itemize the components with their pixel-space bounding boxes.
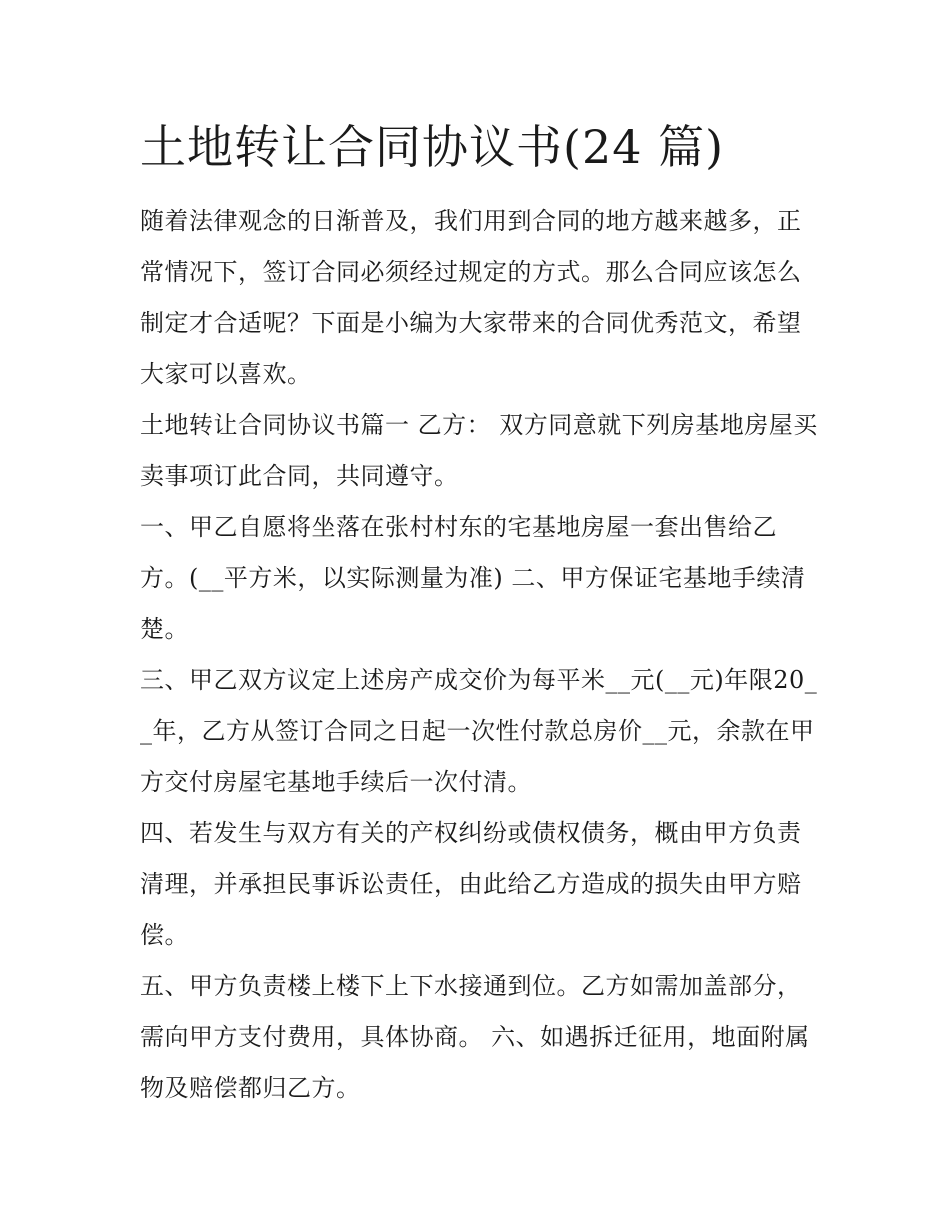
document-body bbox=[140, 196, 820, 1114]
paragraph-clause-3: 三、甲乙双方议定上述房产成交价为每平米__元(__元)年限20__年，乙方从签订合同之日起一次性付款总房价__元，余款在甲方交付房屋宅基地手续后一次付清。 bbox=[140, 666, 818, 796]
paragraph-article-intro: 土地转让合同协议书篇一 乙方： 双方同意就下列房基地房屋买卖事项订此合同，共同遵守。 bbox=[140, 411, 818, 490]
paragraph-clause-4: 四、若发生与双方有关的产权纠纷或债权债务，概由甲方负责清理，并承担民事诉讼责任，由此给乙方造成的损失由甲方赔偿。 bbox=[140, 819, 802, 949]
paragraph-clause-1-2: 一、甲乙自愿将坐落在张村村东的宅基地房屋一套出售给乙方。(__平方米，以实际测量为准) 二、甲方保证宅基地手续清楚。 bbox=[140, 513, 806, 643]
paragraph-intro: 随着法律观念的日渐普及，我们用到合同的地方越来越多，正常情况下，签订合同必须经过规定的方式。那么合同应该怎么制定才合适呢？下面是小编为大家带来的合同优秀范文，希望大家可以喜欢。 bbox=[140, 207, 802, 388]
document-title: 土地转让合同协议书(24 篇) bbox=[140, 120, 725, 174]
paragraph-clause-5-6: 五、甲方负责楼上楼下上下水接通到位。乙方如需加盖部分，需向甲方支付费用，具体协商。 六、如遇拆迁征用，地面附属物及赔偿都归乙方。 bbox=[140, 972, 810, 1102]
